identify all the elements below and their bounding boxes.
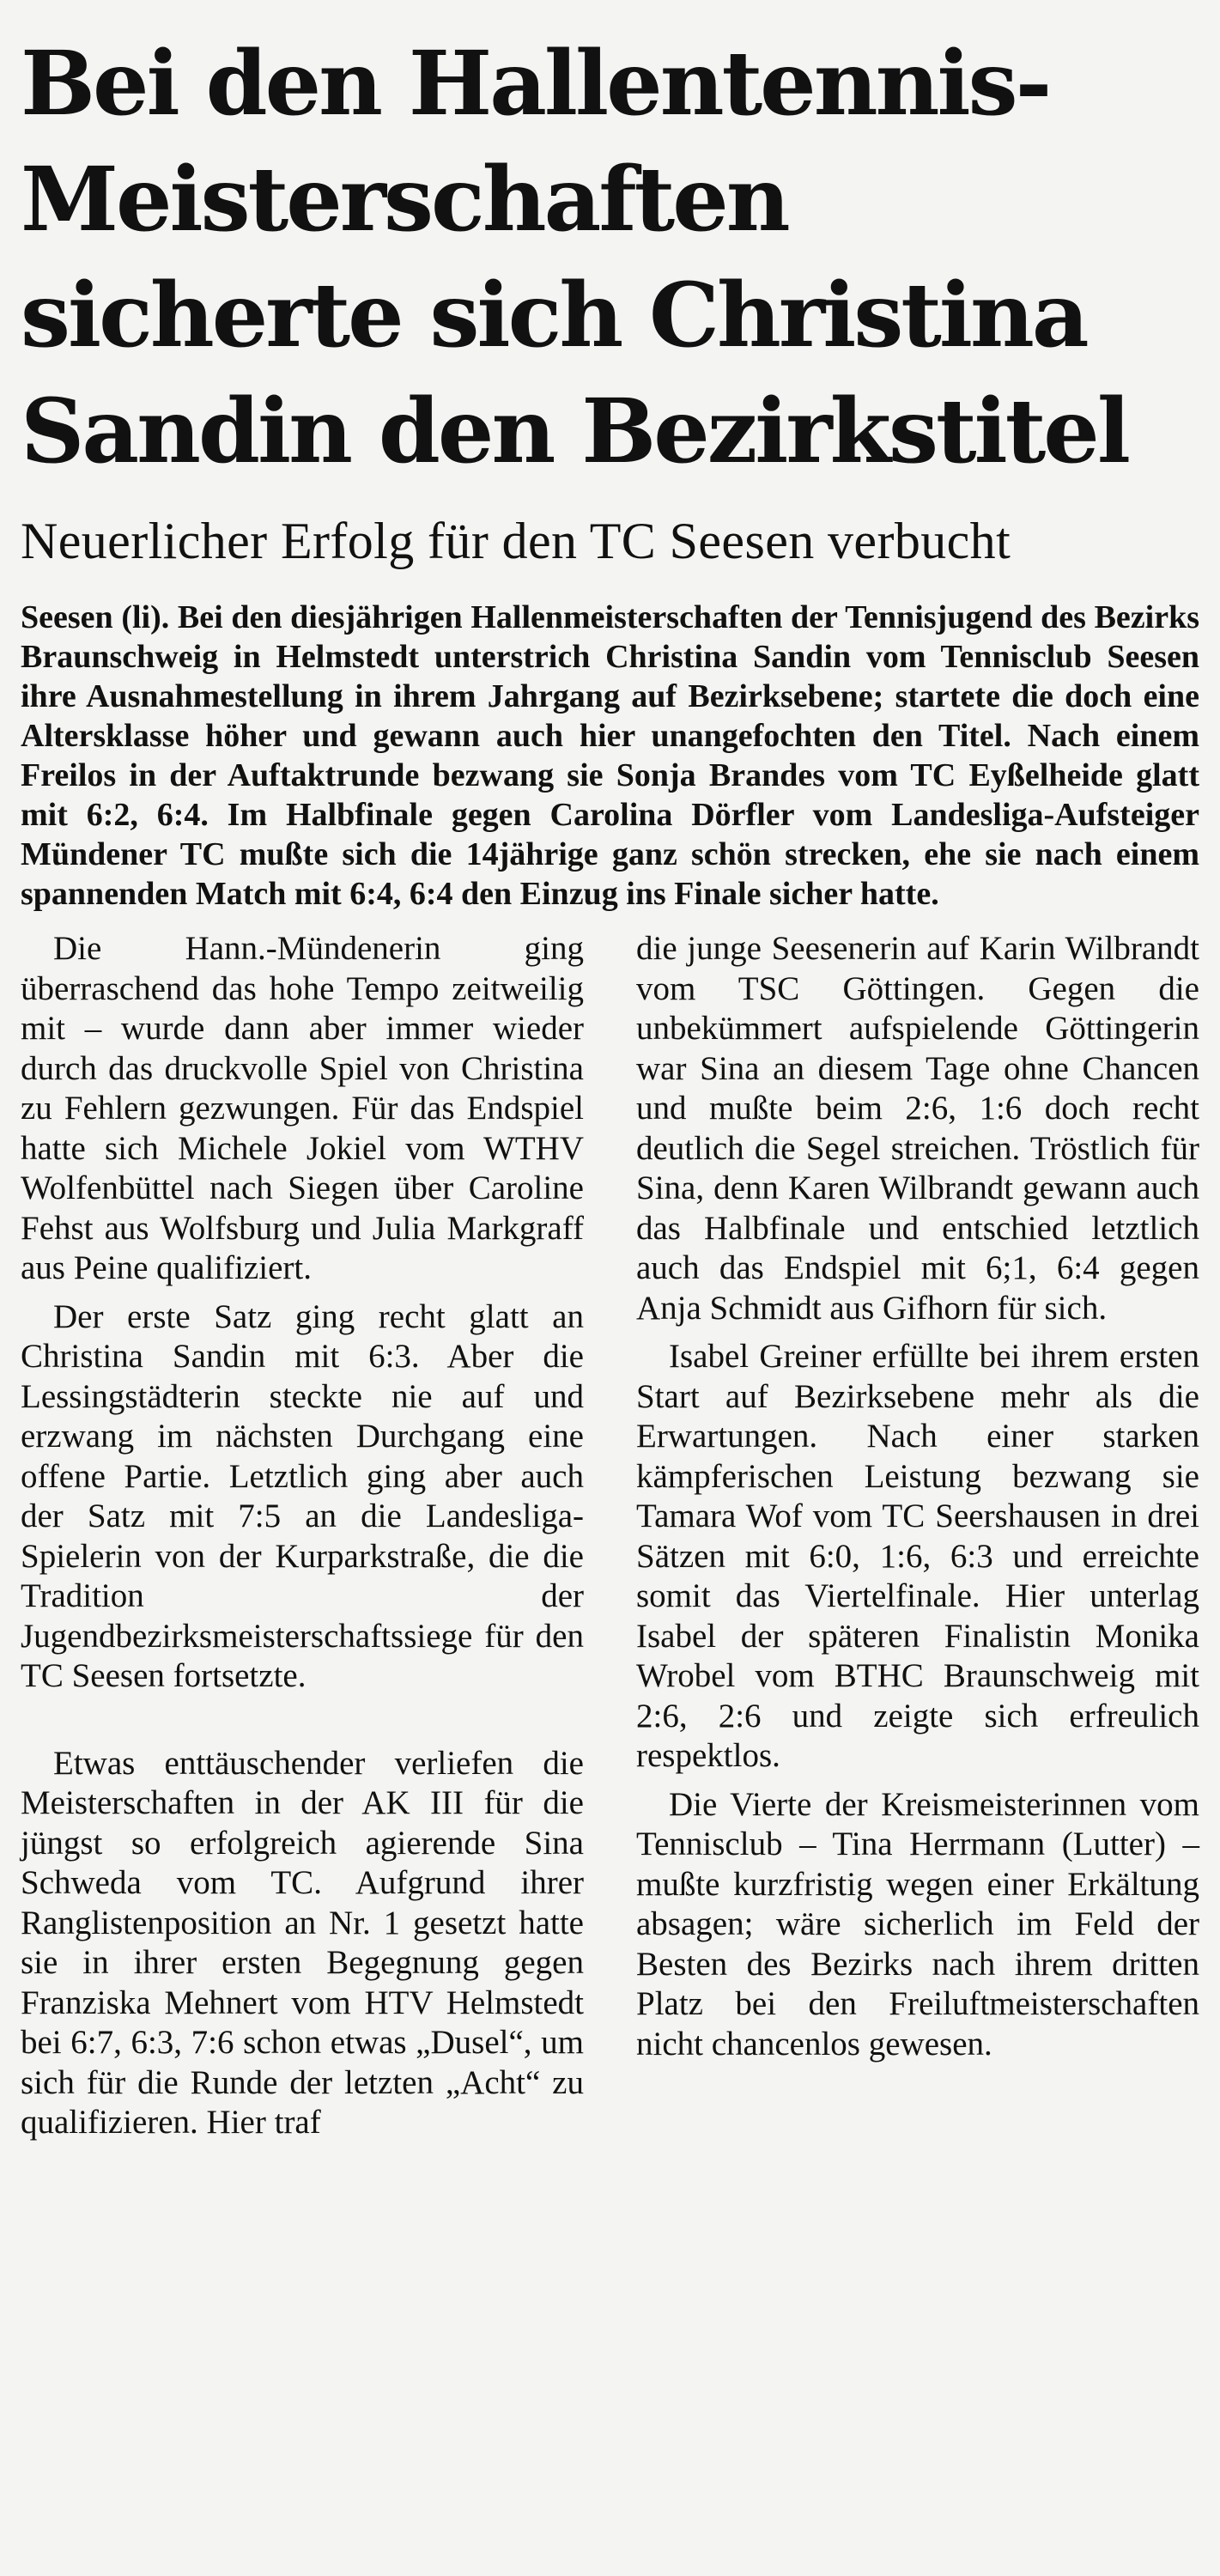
body-paragraph: Die Vierte der Kreismeisterinnen vom Tennisclub – Tina Herrmann (Lutter) – mußte kurzfristig wegen einer Erkältung absagen; wäre sicherlich im Feld der Besten des Bezirks nach ihrem dritten Platz bei den Freiluftmeisterschaften nicht chancenlos gewesen. (636, 1785, 1199, 2063)
subheadline: Neuerlicher Erfolg für den TC Seesen verbucht (21, 513, 1011, 569)
body-paragraph: Isabel Greiner erfüllte bei ihrem ersten Start auf Bezirksebene mehr als die Erwartungen. Nach einer starken kämpferischen Leistung bezwang sie Tamara Wof vom TC Seershausen in drei Sätzen mit 6:0, 1:6, 6:3 und erreichte somit das Viertelfinale. Hier unterlag Isabel der späteren Finalistin Monika Wrobel vom BTHC Braunschweig mit 2:6, 2:6 und zeigte sich erfreulich respektlos. (636, 1338, 1199, 1774)
headline (21, 26, 1199, 489)
body-paragraph: die junge Seesenerin auf Karin Wilbrandt vom TSC Göttingen. Gegen die unbekümmert aufspielende Göttingerin war Sina an diesem Tage ohne Chancen und mußte beim 2:6, 1:6 doch recht deutlich die Segel streichen. Tröstlich für Sina, denn Karen Wilbrandt gewann auch das Halbfinale und entschied letztlich auch das Endspiel mit 6;1, 6:4 gegen Anja Schmidt aus Gifhorn für sich. (636, 930, 1199, 1327)
headline-line: sicherte sich Christina (21, 264, 1087, 368)
right-column (636, 929, 1199, 2152)
headline-line: Bei den Hallentennis- (21, 32, 1050, 136)
body-paragraph: Der erste Satz ging recht glatt an Christina Sandin mit 6:3. Aber die Lessingstädterin steckte nie auf und erzwang im nächsten Durchgang eine offene Partie. Letztlich ging aber auch der Satz mit 7:5 an die Landesliga-Spielerin von der Kurparkstraße, die die Tradition der Jugendbezirksmeisterschaftssiege für den TC Seesen fortsetzte. (21, 1297, 584, 1694)
left-column (21, 929, 584, 2152)
headline-line: Sandin den Bezirkstitel (21, 380, 1128, 483)
body-paragraph: Etwas enttäuschender verliefen die Meisterschaften in der AK III für die jüngst so erfolgreich agierende Sina Schweda vom TC. Aufgrund ihrer Ranglistenposition an Nr. 1 gesetzt hatte sie in ihrer ersten Begegnung gegen Franziska Mehnert vom HTV Helmstedt bei 6:7, 6:3, 7:6 schon etwas „Dusel“, um sich für die Runde der letzten „Acht“ zu qualifizieren. Hier traf (21, 1744, 584, 2141)
body-paragraph: Die Hann.-Mündenerin ging überraschend das hohe Tempo zeitweilig mit – wurde dann aber immer wieder durch das druckvolle Spiel von Christina zu Fehlern gezwungen. Für das Endspiel hatte sich Michele Jokiel vom WTHV Wolfenbüttel nach Siegen über Caroline Fehst aus Wolfsburg und Julia Markgraff aus Peine qualifiziert. (21, 930, 584, 1286)
headline-line: Meisterschaften (21, 148, 788, 252)
article-body (21, 929, 1199, 2152)
lead-paragraph: Seesen (li). Bei den diesjährigen Hallenmeisterschaften der Tennisjugend des Bezirks Braunschweig in Helmstedt unterstrich Christina Sandin vom Tennisclub Seesen ihre Ausnahmestellung in ihrem Jahrgang auf Bezirksebene; startete die doch eine Altersklasse höher und gewann auch hier unangefochten den Titel. Nach einem Freilos in der Auftaktrunde bezwang sie Sonja Brandes vom TC Eyßelheide glatt mit 6:2, 6:4. Im Halbfinale gegen Carolina Dörfler vom Landesliga-Aufsteiger Mündener TC mußte sich die 14jährige ganz schön strecken, ehe sie nach einem spannenden Match mit 6:4, 6:4 den Einzug ins Finale sicher hatte. (21, 599, 1199, 912)
